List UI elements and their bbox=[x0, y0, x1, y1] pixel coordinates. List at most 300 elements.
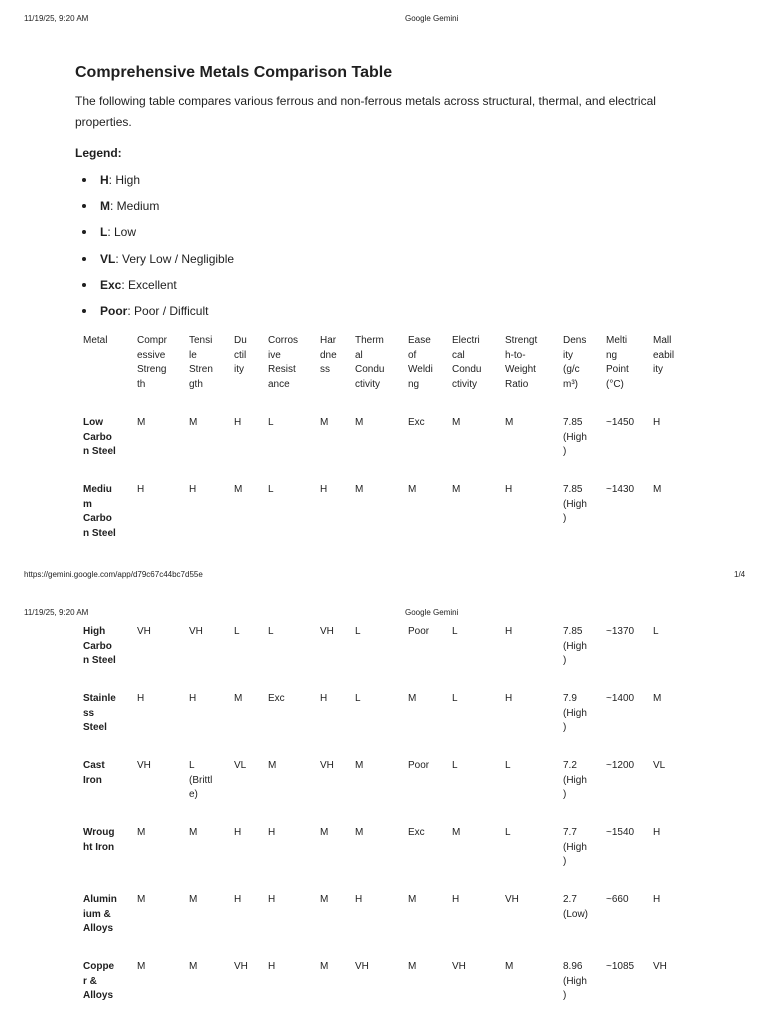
cell-line: (High bbox=[563, 640, 587, 652]
cell-line: Steel bbox=[83, 722, 107, 733]
cell-line: M bbox=[452, 827, 461, 838]
legend-desc: : Low bbox=[107, 225, 137, 240]
cell-line: Carbo bbox=[83, 513, 112, 524]
cell-line: ) bbox=[563, 789, 567, 800]
table-cell bbox=[234, 416, 241, 431]
table-cell bbox=[452, 893, 459, 908]
table-header-cell bbox=[505, 334, 537, 392]
table-cell bbox=[234, 483, 242, 498]
cell-line: (High bbox=[563, 975, 587, 987]
legend-key: Poor bbox=[100, 303, 128, 318]
table-header-cell bbox=[355, 334, 384, 392]
cell-line: H bbox=[505, 693, 513, 704]
cell-line: VH bbox=[452, 961, 466, 972]
metal-name-cell bbox=[83, 759, 105, 788]
table-cell bbox=[320, 692, 327, 707]
cell-line: M bbox=[355, 417, 364, 428]
cell-line: ~1540 bbox=[606, 827, 635, 838]
cell-line: VH bbox=[137, 760, 151, 771]
cell-line: 8.96 bbox=[563, 961, 583, 972]
table-header-cell bbox=[137, 334, 167, 392]
cell-line: ity bbox=[563, 349, 573, 361]
cell-line: L bbox=[452, 760, 458, 771]
table-header-cell bbox=[606, 334, 629, 392]
table-cell bbox=[268, 483, 274, 498]
cell-line: 7.9 bbox=[563, 693, 577, 704]
legend-key: Exc bbox=[100, 277, 122, 292]
metal-name-cell bbox=[83, 692, 116, 736]
table-cell bbox=[505, 960, 513, 975]
table-cell bbox=[234, 893, 241, 908]
metal-name-cell bbox=[83, 960, 114, 1004]
table-cell bbox=[505, 893, 519, 908]
cell-line: ht Iron bbox=[83, 841, 115, 853]
cell-line: L bbox=[505, 827, 511, 838]
cell-line: Condu bbox=[452, 364, 482, 375]
cell-line: M bbox=[355, 827, 364, 838]
cell-line: M bbox=[452, 417, 461, 428]
table-cell bbox=[606, 893, 629, 908]
table-header-cell bbox=[653, 334, 674, 378]
cell-line: al bbox=[355, 349, 363, 361]
table-cell bbox=[563, 960, 587, 1004]
cell-line: ~1370 bbox=[606, 626, 635, 637]
cell-line: Streng bbox=[137, 364, 167, 375]
cell-line: n Steel bbox=[83, 446, 116, 457]
print-title: Google Gemini bbox=[405, 14, 459, 23]
table-cell bbox=[268, 893, 275, 908]
cell-line: M bbox=[653, 693, 662, 704]
cell-line: Point bbox=[606, 364, 629, 375]
legend-item bbox=[75, 222, 234, 248]
table-cell bbox=[505, 826, 511, 841]
page-title: Comprehensive Metals Comparison Table bbox=[75, 64, 393, 81]
table-cell bbox=[452, 483, 460, 498]
cell-line: H bbox=[234, 894, 242, 905]
table-cell bbox=[137, 960, 145, 975]
cell-line: H bbox=[320, 484, 328, 495]
cell-line: (High bbox=[563, 431, 587, 443]
cell-line: Corros bbox=[268, 335, 299, 346]
cell-line: VH bbox=[137, 626, 151, 637]
cell-line: le bbox=[189, 349, 197, 361]
cell-line: 7.85 bbox=[563, 417, 583, 428]
cell-line: Tensi bbox=[189, 335, 213, 346]
table-header-cell bbox=[268, 334, 298, 392]
cell-line: M bbox=[408, 961, 417, 972]
table-cell bbox=[320, 759, 334, 774]
table-cell bbox=[452, 759, 458, 774]
cell-line: H bbox=[653, 894, 661, 905]
table-cell bbox=[452, 960, 466, 975]
cell-line: Iron bbox=[83, 774, 102, 786]
table-cell bbox=[653, 483, 661, 498]
cell-line: Low bbox=[83, 417, 103, 428]
cell-line: ~660 bbox=[606, 894, 629, 905]
cell-line: M bbox=[408, 894, 417, 905]
cell-line: H bbox=[268, 894, 276, 905]
table-cell bbox=[653, 625, 659, 640]
cell-line: Strengt bbox=[505, 335, 538, 346]
table-cell bbox=[355, 826, 363, 841]
cell-line: H bbox=[653, 827, 661, 838]
table-cell bbox=[268, 416, 274, 431]
table-cell bbox=[408, 826, 425, 841]
legend-title: Legend: bbox=[75, 146, 122, 160]
table-cell bbox=[268, 692, 285, 707]
cell-line: Stren bbox=[189, 364, 213, 375]
table-cell bbox=[189, 826, 197, 841]
cell-line: Poor bbox=[408, 626, 430, 637]
cell-line: ~1200 bbox=[606, 760, 635, 771]
cell-line: M bbox=[137, 417, 146, 428]
cell-line: M bbox=[653, 484, 662, 495]
table-header-cell bbox=[563, 334, 586, 392]
cell-line: ~1430 bbox=[606, 484, 635, 495]
print-title-page2: Google Gemini bbox=[405, 608, 459, 617]
cell-line: r & bbox=[83, 975, 97, 987]
metal-name-cell bbox=[83, 893, 117, 937]
cell-line: Alloys bbox=[83, 990, 114, 1001]
cell-line: VL bbox=[234, 760, 247, 771]
cell-line: e) bbox=[189, 789, 198, 800]
cell-line: VH bbox=[355, 961, 369, 972]
table-cell bbox=[563, 692, 587, 736]
cell-line: Mall bbox=[653, 335, 672, 346]
table-cell bbox=[505, 759, 511, 774]
cell-line: Mediu bbox=[83, 484, 112, 495]
legend-desc: : Excellent bbox=[121, 277, 177, 292]
cell-line: H bbox=[189, 484, 197, 495]
cell-line: Alloys bbox=[83, 923, 114, 934]
cell-line: Melti bbox=[606, 335, 628, 346]
cell-line: Coppe bbox=[83, 961, 115, 972]
legend-key: M bbox=[100, 199, 110, 214]
table-cell bbox=[606, 416, 634, 431]
cell-line: Carbo bbox=[83, 640, 112, 652]
cell-line: H bbox=[234, 827, 242, 838]
cell-line: Alumin bbox=[83, 894, 117, 905]
cell-line: VH bbox=[189, 626, 203, 637]
cell-line: m bbox=[83, 498, 92, 510]
cell-line: Weldi bbox=[408, 364, 433, 375]
table-cell bbox=[606, 692, 634, 707]
cell-line: ive bbox=[268, 349, 281, 361]
table-cell bbox=[452, 826, 460, 841]
table-cell bbox=[563, 759, 587, 803]
table-cell bbox=[355, 893, 362, 908]
table-cell bbox=[563, 893, 588, 922]
cell-line: 7.85 bbox=[563, 484, 583, 495]
table-cell bbox=[653, 416, 660, 431]
table-cell bbox=[320, 416, 328, 431]
print-datetime: 11/19/25, 9:20 AM bbox=[24, 14, 89, 23]
cell-line: H bbox=[653, 417, 661, 428]
cell-line: of bbox=[408, 349, 417, 361]
cell-line: M bbox=[320, 417, 329, 428]
legend-key: L bbox=[100, 225, 108, 240]
cell-line: M bbox=[408, 484, 417, 495]
cell-line: VH bbox=[234, 961, 248, 972]
cell-line: h-to- bbox=[505, 349, 526, 361]
table-cell bbox=[234, 625, 240, 640]
table-cell bbox=[606, 826, 634, 841]
cell-line: M bbox=[189, 961, 198, 972]
cell-line: M bbox=[137, 961, 146, 972]
cell-line: ctivity bbox=[355, 378, 380, 390]
table-cell bbox=[355, 625, 361, 640]
cell-line: ctil bbox=[234, 349, 247, 361]
table-cell bbox=[137, 692, 144, 707]
table-cell bbox=[355, 692, 361, 707]
legend-item bbox=[75, 196, 234, 222]
table-cell bbox=[189, 692, 196, 707]
cell-line: L bbox=[505, 760, 511, 771]
table-cell bbox=[505, 416, 513, 431]
cell-line: H bbox=[137, 484, 145, 495]
cell-line: Compr bbox=[137, 335, 168, 346]
cell-line: M bbox=[189, 827, 198, 838]
cell-line: n Steel bbox=[83, 655, 116, 666]
cell-line: (High bbox=[563, 707, 587, 719]
table-cell bbox=[452, 416, 460, 431]
cell-line: H bbox=[268, 827, 276, 838]
table-cell bbox=[653, 692, 661, 707]
cell-line: Cast bbox=[83, 760, 105, 771]
cell-line: (g/c bbox=[563, 364, 580, 375]
cell-line: L bbox=[189, 760, 195, 771]
table-header-cell bbox=[452, 334, 481, 392]
cell-line: Metal bbox=[83, 335, 108, 346]
cell-line: ium & bbox=[83, 908, 111, 920]
cell-line: H bbox=[355, 894, 363, 905]
print-datetime-page2: 11/19/25, 9:20 AM bbox=[24, 608, 89, 617]
cell-line: Dens bbox=[563, 335, 587, 346]
table-cell bbox=[408, 759, 429, 774]
cell-line: ) bbox=[563, 655, 567, 666]
cell-line: Exc bbox=[408, 827, 425, 838]
table-cell bbox=[653, 759, 665, 774]
cell-line: gth bbox=[189, 378, 203, 390]
table-cell bbox=[452, 625, 458, 640]
table-cell bbox=[606, 483, 634, 498]
table-cell bbox=[505, 692, 512, 707]
legend-desc: : Medium bbox=[110, 199, 160, 214]
cell-line: ~1085 bbox=[606, 961, 635, 972]
cell-line: n Steel bbox=[83, 527, 116, 539]
table-cell bbox=[355, 416, 363, 431]
table-cell bbox=[408, 416, 425, 431]
table-header-cell bbox=[320, 334, 337, 378]
print-url[interactable]: https://gemini.google.com/app/d79c67c44bc7d55e bbox=[24, 570, 203, 579]
table-cell bbox=[653, 893, 660, 908]
cell-line: Har bbox=[320, 335, 337, 346]
cell-line: eabil bbox=[653, 349, 675, 361]
cell-line: Poor bbox=[408, 760, 430, 771]
legend-desc: : Very Low / Negligible bbox=[115, 251, 235, 266]
cell-line: H bbox=[452, 894, 460, 905]
table-header-cell bbox=[83, 334, 107, 349]
cell-line: M bbox=[355, 484, 364, 495]
cell-line: L bbox=[234, 626, 240, 637]
cell-line: M bbox=[505, 417, 514, 428]
cell-line: m³) bbox=[563, 378, 578, 390]
table-cell bbox=[189, 893, 197, 908]
table-cell bbox=[268, 826, 275, 841]
cell-line: M bbox=[137, 894, 146, 905]
cell-line: M bbox=[320, 827, 329, 838]
table-cell bbox=[137, 416, 145, 431]
legend-key: H bbox=[100, 173, 109, 187]
cell-line: VH bbox=[505, 894, 519, 905]
cell-line: cal bbox=[452, 349, 465, 361]
table-cell bbox=[234, 759, 246, 774]
table-cell bbox=[320, 960, 328, 975]
table-cell bbox=[268, 759, 276, 774]
cell-line: essive bbox=[137, 349, 166, 361]
cell-line: M bbox=[189, 894, 198, 905]
cell-line: (High bbox=[563, 774, 587, 786]
cell-line: Wroug bbox=[83, 827, 115, 838]
cell-line: (°C) bbox=[606, 378, 624, 390]
table-cell bbox=[137, 893, 145, 908]
table-cell bbox=[189, 960, 197, 975]
table-cell bbox=[137, 483, 144, 498]
metal-name-cell bbox=[83, 625, 116, 669]
table-cell bbox=[563, 483, 587, 527]
table-cell bbox=[320, 625, 334, 640]
table-header-cell bbox=[408, 334, 433, 392]
table-cell bbox=[408, 692, 416, 707]
table-header-cell bbox=[234, 334, 247, 378]
legend-item bbox=[75, 249, 234, 275]
cell-line: Therm bbox=[355, 335, 384, 346]
cell-line: L bbox=[452, 626, 458, 637]
cell-line: M bbox=[137, 827, 146, 838]
cell-line: (Brittl bbox=[189, 774, 213, 786]
table-cell bbox=[355, 483, 363, 498]
cell-line: VH bbox=[320, 760, 334, 771]
cell-line: ity bbox=[234, 364, 244, 375]
cell-line: H bbox=[234, 417, 242, 428]
table-cell bbox=[505, 625, 512, 640]
metal-name-cell bbox=[83, 416, 116, 460]
cell-line: dne bbox=[320, 349, 337, 361]
intro-paragraph: The following table compares various ferrous and non-ferrous metals across structural, thermal, and electrical properties. bbox=[75, 94, 656, 129]
cell-line: Weight bbox=[505, 364, 536, 375]
cell-line: M bbox=[452, 484, 461, 495]
cell-line: H bbox=[505, 484, 513, 495]
table-header-cell bbox=[189, 334, 213, 392]
table-cell bbox=[408, 893, 416, 908]
cell-line: Exc bbox=[408, 417, 425, 428]
cell-line: 2.7 bbox=[563, 894, 577, 905]
cell-line: Electri bbox=[452, 335, 480, 346]
cell-line: L bbox=[268, 626, 274, 637]
cell-line: (Low) bbox=[563, 908, 589, 920]
table-cell bbox=[189, 416, 197, 431]
cell-line: (High bbox=[563, 498, 587, 510]
table-cell bbox=[563, 416, 587, 460]
table-cell bbox=[268, 625, 274, 640]
cell-line: M bbox=[355, 760, 364, 771]
table-cell bbox=[320, 826, 328, 841]
table-cell bbox=[355, 759, 363, 774]
cell-line: L bbox=[268, 417, 274, 428]
cell-line: M bbox=[268, 760, 277, 771]
cell-line: ctivity bbox=[452, 378, 477, 390]
table-cell bbox=[355, 960, 369, 975]
cell-line: Condu bbox=[355, 364, 385, 375]
cell-line: H bbox=[268, 961, 276, 972]
cell-line: Du bbox=[234, 335, 247, 346]
table-cell bbox=[137, 826, 145, 841]
table-cell bbox=[408, 960, 416, 975]
legend-desc: : High bbox=[108, 173, 141, 187]
cell-line: L bbox=[452, 693, 458, 704]
table-cell bbox=[408, 625, 429, 640]
cell-line: H bbox=[320, 693, 328, 704]
cell-line: M bbox=[408, 693, 417, 704]
cell-line: M bbox=[189, 417, 198, 428]
table-cell bbox=[563, 625, 587, 669]
table-cell bbox=[452, 692, 458, 707]
cell-line: VH bbox=[653, 961, 667, 972]
legend-list bbox=[75, 170, 234, 327]
table-cell bbox=[505, 483, 512, 498]
cell-line: ss bbox=[83, 707, 95, 719]
cell-line: ng bbox=[408, 378, 420, 390]
cell-line: ) bbox=[563, 513, 567, 524]
cell-line: Ease bbox=[408, 335, 431, 346]
cell-line: ance bbox=[268, 378, 290, 390]
table-cell bbox=[189, 759, 212, 803]
cell-line: ~1400 bbox=[606, 693, 635, 704]
print-page-number: 1/4 bbox=[734, 570, 746, 579]
cell-line: L bbox=[355, 693, 361, 704]
metal-name-cell bbox=[83, 483, 116, 541]
cell-line: M bbox=[320, 961, 329, 972]
cell-line: H bbox=[505, 626, 513, 637]
cell-line: M bbox=[234, 484, 243, 495]
legend-desc: : Poor / Difficult bbox=[127, 303, 209, 318]
cell-line: ) bbox=[563, 722, 567, 733]
table-cell bbox=[563, 826, 587, 870]
cell-line: ng bbox=[606, 349, 618, 361]
cell-line: H bbox=[137, 693, 145, 704]
cell-line: ity bbox=[653, 364, 663, 375]
cell-line: ss bbox=[320, 364, 330, 375]
legend-item bbox=[75, 275, 234, 301]
cell-line: ~1450 bbox=[606, 417, 635, 428]
table-cell bbox=[137, 625, 151, 640]
table-cell bbox=[653, 826, 660, 841]
cell-line: L bbox=[355, 626, 361, 637]
table-cell bbox=[408, 483, 416, 498]
cell-line: M bbox=[320, 894, 329, 905]
cell-line: Ratio bbox=[505, 378, 529, 390]
cell-line: th bbox=[137, 378, 146, 390]
cell-line: L bbox=[653, 626, 659, 637]
cell-line: Carbo bbox=[83, 431, 112, 443]
cell-line: Exc bbox=[268, 693, 285, 704]
legend-item bbox=[75, 301, 234, 327]
table-cell bbox=[606, 759, 634, 774]
table-cell bbox=[653, 960, 667, 975]
cell-line: Resist bbox=[268, 364, 296, 375]
cell-line: L bbox=[268, 484, 274, 495]
cell-line: ) bbox=[563, 856, 567, 867]
